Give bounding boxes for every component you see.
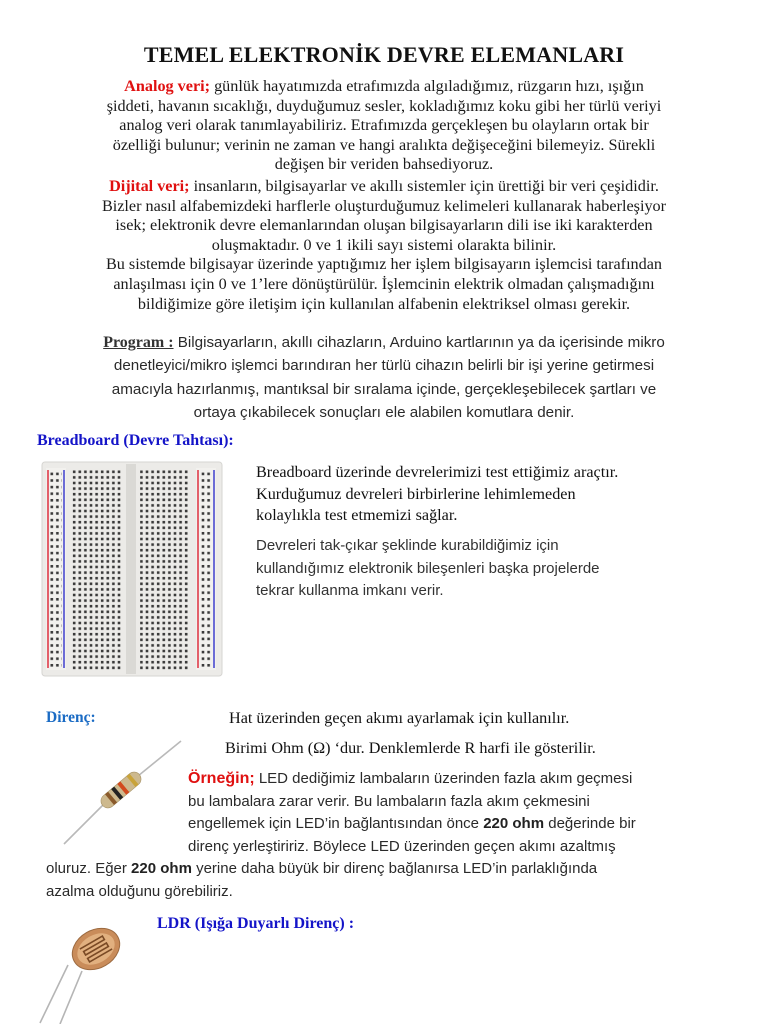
breadboard-reuse-description (256, 535, 676, 603)
ornek-line-5 (46, 858, 736, 881)
breadboard-desc-line-3: kolaylıkla test etmemizi sağlar. (256, 506, 458, 524)
breadboard-reuse-line-3: tekrar kullanma imkanı verir. (256, 582, 444, 600)
breadboard-heading: Breadboard (Devre Tahtası): (37, 432, 234, 449)
ldr-image (36, 915, 146, 1024)
program-line-1 (30, 331, 738, 354)
ornek-text-3a: engellemek için LED’in bağlantısından önce (188, 815, 484, 833)
breadboard-image (38, 458, 226, 680)
ornek-line-1 (188, 768, 688, 791)
direnc-definition: Hat üzerinden geçen akımı ayarlamak için kullanılır. (229, 709, 570, 727)
program-line-4: ortaya çıkabilecek sonuçları ele alabilen komutlara denir. (193, 404, 575, 422)
dijital-line-3: isek; elektronik devre elemanlarından oluşan bilgisayarların dili ise iki karakterden (115, 216, 653, 235)
analog-text: günlük hayatımızda etrafımızda algıladığımız, rüzgarın hızı, ışığın (210, 77, 644, 95)
analog-line-5: değişen bir veriden bahsediyoruz. (274, 155, 494, 174)
dijital-line-4: oluşmaktadır. 0 ve 1 ikili sayı sistemi olarakta bilinir. (211, 235, 557, 254)
dijital-line-6: anlaşılması için 0 ve 1’lere dönüştürülür. İşlemcinin elektrik olmadan çalışmadığını (113, 274, 655, 293)
analog-line-1 (30, 77, 738, 97)
ornek-line-4: direnç yerleştiririz. Böylece LED üzerinden geçen akımı azaltmış (188, 837, 616, 855)
ornek-text-1: LED dediğimiz lambaların üzerinden fazla akım geçmesi (254, 770, 633, 787)
breadboard-desc-line-2: Kurduğumuz devreleri birbirlerine lehimlemeden (256, 484, 576, 503)
page-title: TEMEL ELEKTRONİK DEVRE ELEMANLARI (143, 42, 625, 67)
dijital-line-1 (30, 177, 738, 197)
program-text: Bilgisayarların, akıllı cihazların, Arduino kartlarının ya da içerisinde mikro (173, 334, 665, 351)
resistor-image (60, 738, 185, 848)
analog-line-3: analog veri olarak tanımlayabiliriz. Etrafımızda gerçekleşen bu olayların ortak bir (119, 116, 649, 135)
ornek-continuation (46, 858, 736, 903)
program-line-2: denetleyici/mikro işlemci barındıran her türlü cihazın belirli bir işi yerine getirmesi (113, 357, 655, 375)
direnc-heading: Direnç: (46, 709, 96, 726)
dijital-line-5: Bu sistemde bilgisayar üzerinde yaptığımız her işlem bilgisayarın işlemcisi tarafından (105, 255, 663, 274)
ohm-value: 220 ohm (483, 815, 545, 833)
analog-line-2: şiddeti, havanın sıcaklığı, duyduğumuz sesler, kokladığımız koku gibi her türlü veriyi (106, 96, 662, 115)
ornek-line-6: azalma olduğunu görebiliriz. (46, 882, 233, 900)
ornek-term: Örneğin; (188, 770, 255, 787)
ornek-paragraph (188, 768, 688, 858)
ohm-value-2: 220 ohm (131, 860, 192, 877)
dijital-paragraph (30, 177, 738, 314)
program-line-3: amacıyla hazırlanmış, mantıksal bir sıralama içinde, gerçekleşebilecek şartları ve (111, 380, 657, 398)
ldr-heading: LDR (Işığa Duyarlı Direnç) : (157, 915, 355, 932)
ornek-line-2: bu lambalara zarar verir. Bu lambaların fazla akım çekmesini (188, 792, 590, 810)
ornek-text-3b: değerinde bir (544, 815, 636, 833)
breadboard-desc-line-1: Breadboard üzerinde devrelerimizi test ettiğimiz araçtır. (256, 463, 619, 481)
breadboard-description (256, 462, 716, 527)
dijital-term: Dijital veri; (109, 177, 190, 195)
breadboard-reuse-line-1: Devreleri tak-çıkar şeklinde kurabildiğimiz için (256, 537, 559, 554)
direnc-unit: Birimi Ohm (Ω) ‘dur. Denklemlerde R harfi ile gösterilir. (225, 739, 596, 757)
analog-line-4: özelliği bulunur; verinin ne zaman ve hangi aralıkta değişeceğini bilemeyiz. Sürekli (112, 135, 656, 154)
ornek-text-5a: oluruz. Eğer (46, 860, 132, 877)
program-term: Program : (103, 334, 174, 351)
dijital-line-7: bildiğimize göre iletişim için kullanılan alfabenin elektriksel olması gerekir. (137, 294, 631, 313)
ornek-text-5b: yerine daha büyük bir direnç bağlanırsa LED’in parlaklığında (191, 860, 598, 877)
program-paragraph (30, 331, 738, 425)
analog-term: Analog veri; (124, 77, 211, 95)
dijital-text: insanların, bilgisayarlar ve akıllı sistemler için ürettiği bir veri çeşididir. (189, 177, 659, 195)
analog-paragraph (30, 77, 738, 175)
breadboard-reuse-line-2: kullandığımız elektronik bileşenleri başka projelerde (256, 559, 600, 577)
ornek-line-3 (188, 813, 688, 836)
dijital-line-2: Bizler nasıl alfabemizdeki harflerle oluşturduğumuz kelimeleri kullanarak haberleşiyor (101, 196, 667, 215)
